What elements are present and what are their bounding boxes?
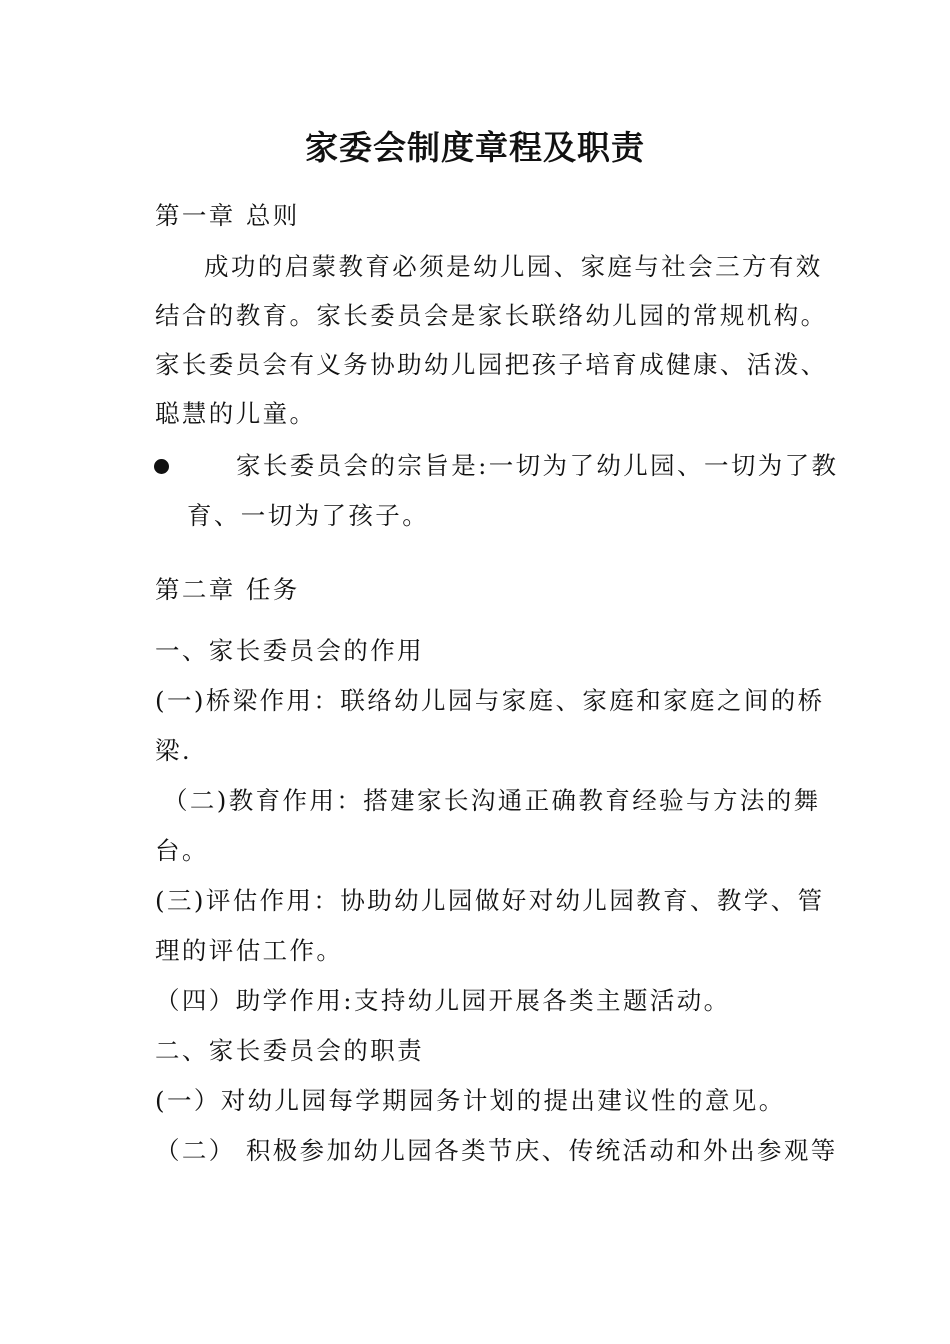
bullet-line: 家长委员会的宗旨是:一切为了幼儿园、一切为了教 [236,451,839,480]
bullet-line: 育、一切为了孩子。 [187,501,430,530]
paragraph-line: （二)教育作用：搭建家长沟通正确教育经验与方法的舞 [163,786,821,815]
document-title: 家委会制度章程及职责 [305,128,645,167]
paragraph-line: 家长委员会有义务协助幼儿园把孩子培育成健康、活泼、 [155,350,828,379]
paragraph-line: 结合的教育。家长委员会是家长联络幼儿园的常规机构。 [155,301,828,330]
paragraph-line: 理的评估工作。 [155,936,344,965]
paragraph-line: （四）助学作用:支持幼儿园开展各类主题活动。 [155,986,731,1015]
paragraph-line: 成功的启蒙教育必须是幼儿园、家庭与社会三方有效 [204,252,823,281]
paragraph-line: 梁. [155,736,193,765]
paragraph-line: (一)桥梁作用：联络幼儿园与家庭、家庭和家庭之间的桥 [155,686,825,715]
paragraph-line: （二） 积极参加幼儿园各类节庆、传统活动和外出参观等 [155,1136,838,1165]
paragraph-line: 聪慧的儿童。 [155,399,317,428]
section-heading: 一、家长委员会的作用 [155,636,424,665]
paragraph-line: (三)评估作用：协助幼儿园做好对幼儿园教育、教学、管 [155,886,825,915]
paragraph-line: (一）对幼儿园每学期园务计划的提出建议性的意见。 [155,1086,786,1115]
chapter-2-heading: 第二章 任务 [155,575,300,604]
section-heading: 二、家长委员会的职责 [155,1036,424,1065]
paragraph-line: 台。 [155,836,209,865]
chapter-1-heading: 第一章 总则 [155,201,300,230]
bullet-icon [154,459,169,474]
